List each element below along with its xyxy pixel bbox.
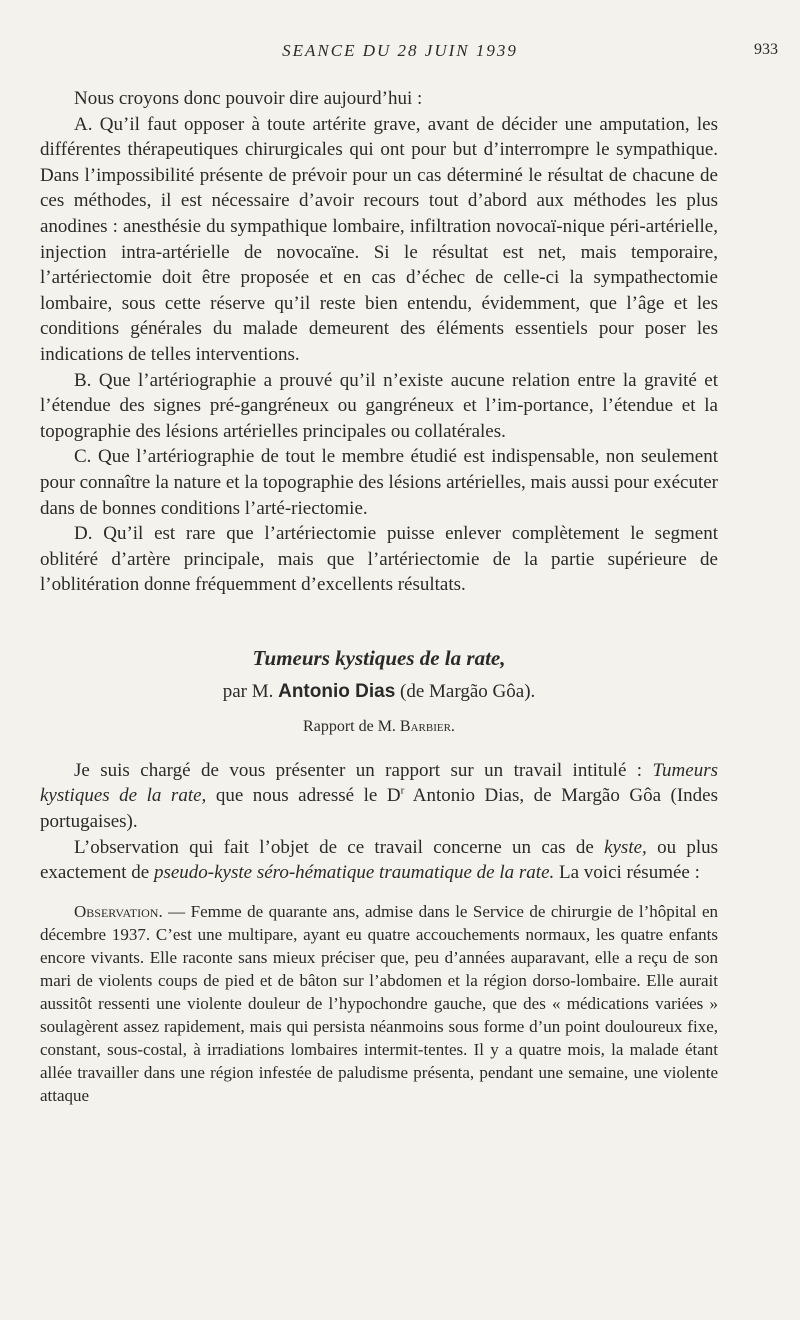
running-head bbox=[0, 41, 800, 65]
observation-block bbox=[40, 900, 718, 1107]
observation-paragraph bbox=[40, 900, 718, 1107]
author-name: Antonio Dias bbox=[278, 680, 396, 702]
observation-text: — Femme de quarante ans, admise dans le Service de chirurgie de l’hôpital en décembre 1937. C’est une multipare, ayant eu quatre accouchements normaux, les quatre enfants encore vivants. Elle raconte sans mieux préciser que, peu d’années auparavant, elle a reçu de son mari de violents coups de pied et de bâton sur l’abdomen et la région dorso-lombaire. Elle aurait aussitôt ressenti une violente douleur de l’hypochondre gauche, que des « médications variées » soulagèrent assez rapidement, mais qui persista néanmoins sous forme d’un point douloureux fixe, constant, sous-costal, à irradiations lombaires intermit-tentes. Il y a quatre mois, la malade étant allée travailler dans une région infestée de paludisme présenta, pendant une semaine, une violente attaque bbox=[40, 901, 718, 1105]
obs-intro-b: ou plus exactement de bbox=[40, 836, 719, 884]
conclusion-d: D. Qu’il est rare que l’artériectomie puisse enlever complètement le segment oblitéré d’artère principale, mais que l’artériectomie de la partie supérieure de l’oblitération donne fréquemment d’excellents résultats. bbox=[40, 523, 718, 596]
conclusion-b: B. Que l’artériographie a prouvé qu’il n’existe aucune relation entre la gravité et l’étendue des signes pré-gangréneux ou gangréneux et l’im-portance, l’étendue et la topographie des lésions artérielles principales ou collatérales. bbox=[40, 369, 718, 442]
report-intro-b: que nous adressé le D bbox=[215, 785, 401, 807]
conclusion-intro: Nous croyons donc pouvoir dire aujourd’hui : bbox=[74, 88, 423, 109]
obs-intro-c: La voici résumée : bbox=[559, 862, 700, 884]
reporter-name: Barbier. bbox=[399, 717, 455, 735]
conclusion-c: C. Que l’artériographie de tout le membre étudié est indispensable, non seulement pour connaître la nature et la topographie des lésions artérielles, mais aussi pour exécuter dans de bonnes conditions l’arté-riectomie. bbox=[40, 446, 718, 519]
page-number: 933 bbox=[754, 41, 778, 58]
report-intro-title: Tumeurs kystiques de la rate, bbox=[40, 759, 718, 807]
obs-intro-italic: pseudo-kyste séro-hématique traumatique de la rate. bbox=[153, 862, 555, 884]
article-title: Tumeurs kystiques de la rate, bbox=[252, 645, 506, 670]
byline-par: par M. bbox=[222, 680, 274, 702]
obs-intro-kyste: kyste, bbox=[604, 836, 647, 858]
observation-label: Observation. bbox=[74, 901, 163, 921]
report-prefix: Rapport de M. bbox=[303, 717, 396, 735]
obs-intro-a: L’observation qui fait l’objet de ce travail concerne un cas de bbox=[74, 836, 594, 858]
report-intro-sup: r bbox=[400, 785, 405, 798]
observation-intro bbox=[40, 835, 718, 886]
report-intro bbox=[40, 758, 718, 835]
conclusion-a: A. Qu’il faut opposer à toute artérite grave, avant de décider une amputation, les différentes thérapeutiques chirurgicales qui ont pour but d’interrompre le sympathique. Dans l’impossibilité présente de prévoir pour un cas déterminé le résultat de chacune de ces méthodes, il est nécessaire d’avoir recours tout d’abord aux méthodes les plus anodines : anesthésie du sympathique lombaire, infiltration novocaï-nique péri-artérielle, injection intra-artérielle de novocaïne. Si le résultat est net, mais temporaire, l’artériectomie doit être proposée et en cas d’échec de celle-ci la sympathectomie lombaire, sous cette réserve qu’il reste bien entendu, évidemment, que l’âge et les conditions générales du malade demeurent des éléments essentiels pour poser les indications de telles interventions. bbox=[40, 113, 718, 365]
running-title: SEANCE DU 28 JUIN 1939 bbox=[282, 41, 518, 60]
report-intro-c: Antonio Dias, de Margão Gôa (Indes portugaises). bbox=[40, 785, 719, 833]
article-byline bbox=[40, 678, 718, 706]
report-credit bbox=[40, 716, 718, 738]
report-intro-a: Je suis chargé de vous présenter un rapport sur un travail intitulé : bbox=[74, 759, 643, 781]
body-text bbox=[40, 86, 718, 1107]
author-affiliation: (de Margão Gôa). bbox=[400, 680, 536, 702]
